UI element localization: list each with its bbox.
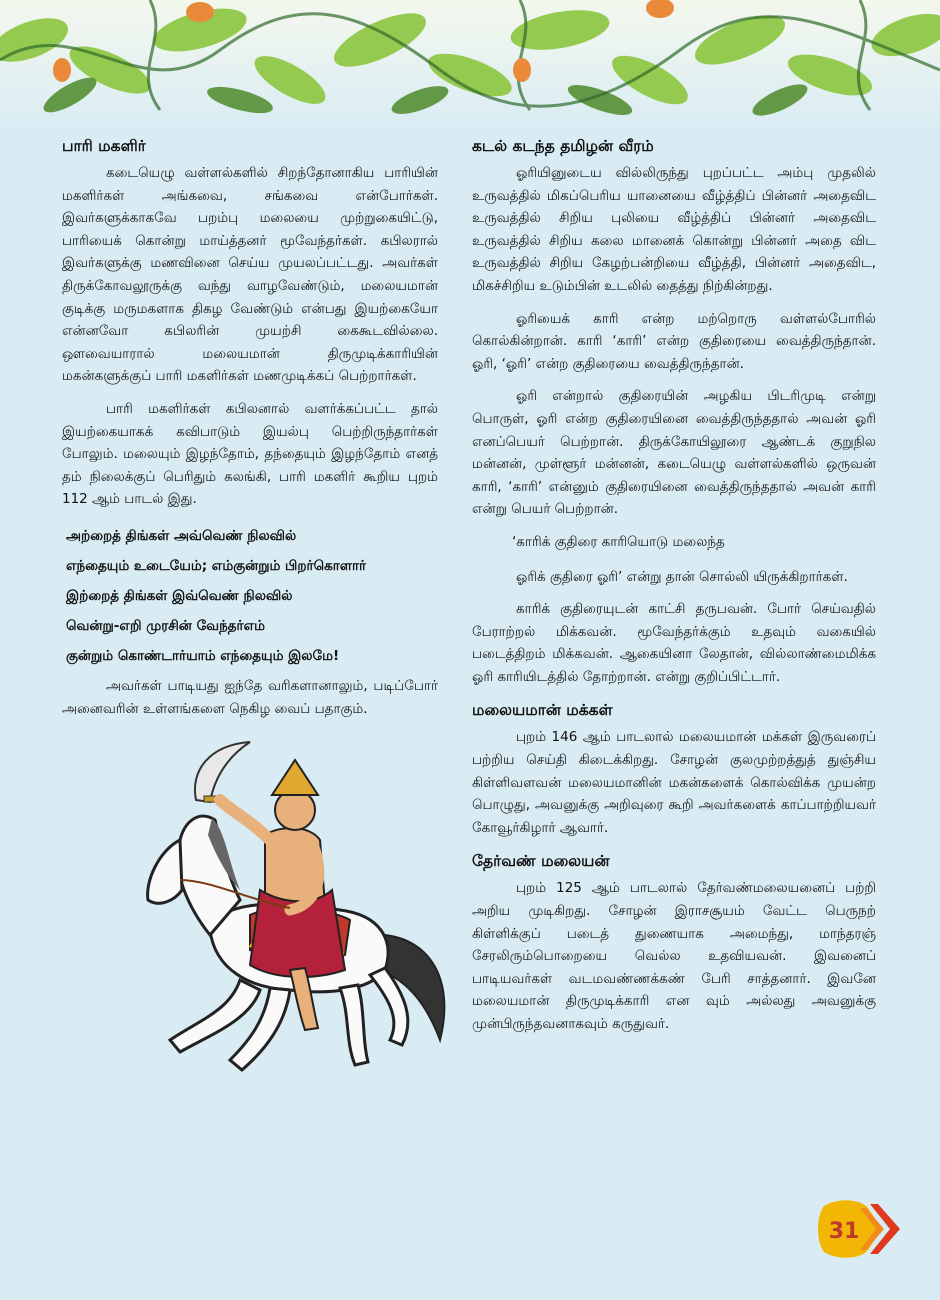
heading-kadal-kadantha: கடல் கடந்த தமிழன் வீரம் xyxy=(472,137,654,155)
paragraph: அவர்கள் பாடியது ஐந்தே வரிகளானாலும், படிப்போர் அனைவரின் உள்ளங்களை நெகிழ வைப் பதாகும். xyxy=(62,677,438,717)
poem-block xyxy=(62,521,438,671)
poem-line: வென்று-எறி முரசின் வேந்தர்எம் xyxy=(66,617,265,634)
page-number-badge xyxy=(816,1198,902,1260)
paragraph: ஓரி என்றால் குதிரையின் அழகிய பிடரிமுடி என்று பொருள், ஓரி என்ற குதிரையினை வைத்திருந்ததால் அவன் ஓரி எனப்பெயர் பெற்றான். திருக்கோயிலூரை ஆண்டக் குறுநில மன்னன், முள்ளூர் மன்னன், கடையெழு வள்ளல்களில் ஒருவன் காரி, ‘காரி’ என்னும் குதிரையினை வைத்திருந்ததால் அவன் காரி என்று பெயர் பெற்றான். xyxy=(472,388,876,518)
king-on-horse-illustration xyxy=(100,740,460,1080)
heading-pari-magalir: பாரி மகளிர் xyxy=(62,137,146,155)
paragraph: ஓரியினுடைய வில்லிருந்து புறப்பட்ட அம்பு முதலில் உருவத்தில் மிகப்பெரிய யானையை வீழ்த்திப் பின்னர் அதைவிட உருவத்தில் சிறிய புலியை வீழ்த்திப் பின்னர் அதைவிட உருவத்தில் சிறிய கலை மானைக் கொன்று பின்னர் அதை விட உருவத்தில் சிறிய கேழற்பன்றியை வீழ்த்தி, பின்னர் அதைவிட, மிகச்சிறிய உடும்பின் உடலில் தைத்து நிற்கின்றது. xyxy=(472,165,876,294)
poem-line: இற்றைத் திங்கள் இவ்வெண் நிலவில் xyxy=(66,587,293,604)
poem-line: அற்றைத் திங்கள் அவ்வெண் நிலவில் xyxy=(66,527,297,544)
paragraph: ஓரியைக் காரி என்ற மற்றொரு வள்ளல்போரில் கொல்கின்றான். காரி ‘காரி’ என்ற குதிரையை வைத்திருந்தான். ஓரி, ‘ஓரி’ என்ற குதிரையை வைத்திருந்தான். xyxy=(472,310,876,372)
paragraph: பாரி மகளிர்கள் கபிலனால் வளர்க்கப்பட்ட தால் இயற்கையாகக் கவிபாடும் இயல்பு பெற்றிருந்தார்கள் போலும். மலையும் இழந்தோம், தந்தையும் இழந்தோம் எனத் தம் நிலைக்குப் பெரிதும் கலங்கி, பாரி மகளிர் கூறிய புறம் 112 ஆம் பாடல் இது. xyxy=(62,400,438,508)
floral-banner xyxy=(0,0,940,130)
poem-line: குன்றும் கொண்டார்யாம் எந்தையும் இலமே! xyxy=(66,647,340,664)
left-column xyxy=(62,130,438,730)
paragraph: புறம் 146 ஆம் பாடலால் மலையமான் மக்கள் இருவரைப் பற்றிய செய்தி கிடைக்கிறது. சோழன் குலமுற்றத்துத் துஞ்சிய கிள்ளிவளவன் மலையமானின் மகன்களைக் கொல்விக்க முயன்ற பொழுது, அவனுக்கு அறிவுரை கூறி அவர்களைக் காப்பாற்றியவர் கோவூர்கிழார் ஆவார். xyxy=(472,729,876,836)
poem-line: எந்தையும் உடையேம்; எம்குன்றும் பிறர்கொளார் xyxy=(66,557,367,574)
heading-therwan-malaiyan: தேர்வண் மலையன் xyxy=(472,852,610,871)
heading-malaiyaman-makkal: மலையமான் மக்கள் xyxy=(472,701,613,720)
page-number: 31 xyxy=(828,1219,860,1244)
quote-line: ‘காரிக் குதிரை காரியொடு மலைந்த xyxy=(512,533,725,550)
paragraph: கடையெழு வள்ளல்களில் சிறந்தோனாகிய பாரியின் மகளிர்கள் அங்கவை, சங்கவை என்போர்கள். இவர்களுக்காகவே பறம்பு மலையை முற்றுகையிட்டு, பாரியைக் கொன்று மாய்த்தனர் மூவேந்தர்கள். கபிலரால் இவர்களுக்கு மணவினை செய்ய முயலப்பட்டது. அவர்கள் திருக்கோவலூருக்கு வந்து வாழவேண்டும், மலையமான் குடிக்கு மருமகளாக திகழ வேண்டும் என்பது இயற்கையோ என்னவோ கபிலரின் முயற்சி கைகூடவில்லை. ஔவையாரால் மலையமான் திருமுடிக்காரியின் மகன்களுக்குப் பாரி மகளிர்கள் மணமுடிக்கப் பெற்றார்கள். xyxy=(62,165,438,385)
right-column xyxy=(472,130,876,1046)
paragraph: புறம் 125 ஆம் பாடலால் தேர்வண்மலையனைப் பற்றி அறிய முடிகிறது. சோழன் இராசசூயம் வேட்ட பெருநற் கிள்ளிக்குப் படைத் துணையாக அமைந்து, மாந்தரஞ் சேரலிரும்பொறையை வெல்ல உதவியவன். இவனைப் பாடியவர்கள் வடமவண்ணக்கண் பேரி சாத்தனார். இவனே மலையமான் திருமுடிக்காரி என வும் அல்லது அவனுக்கு முன்பிருந்தவனாகவும் கருதுவர். xyxy=(472,880,876,1032)
paragraph: காரிக் குதிரையுடன் காட்சி தருபவன். போர் செய்வதில் பேராற்றல் மிக்கவன். மூவேந்தர்க்கும் உதவும் வகையில் படைத்திறம் மிக்கவன். ஆகையினா லேதான், வில்லாண்மைமிக்க ஓரி காரியிடத்தில் தோற்றான். என்று குறிப்பிட்டார். xyxy=(472,601,876,685)
quote-line: ஓரிக் குதிரை ஓரி’ என்று தான் சொல்லி யிருக்கிறார்கள். xyxy=(516,568,848,585)
